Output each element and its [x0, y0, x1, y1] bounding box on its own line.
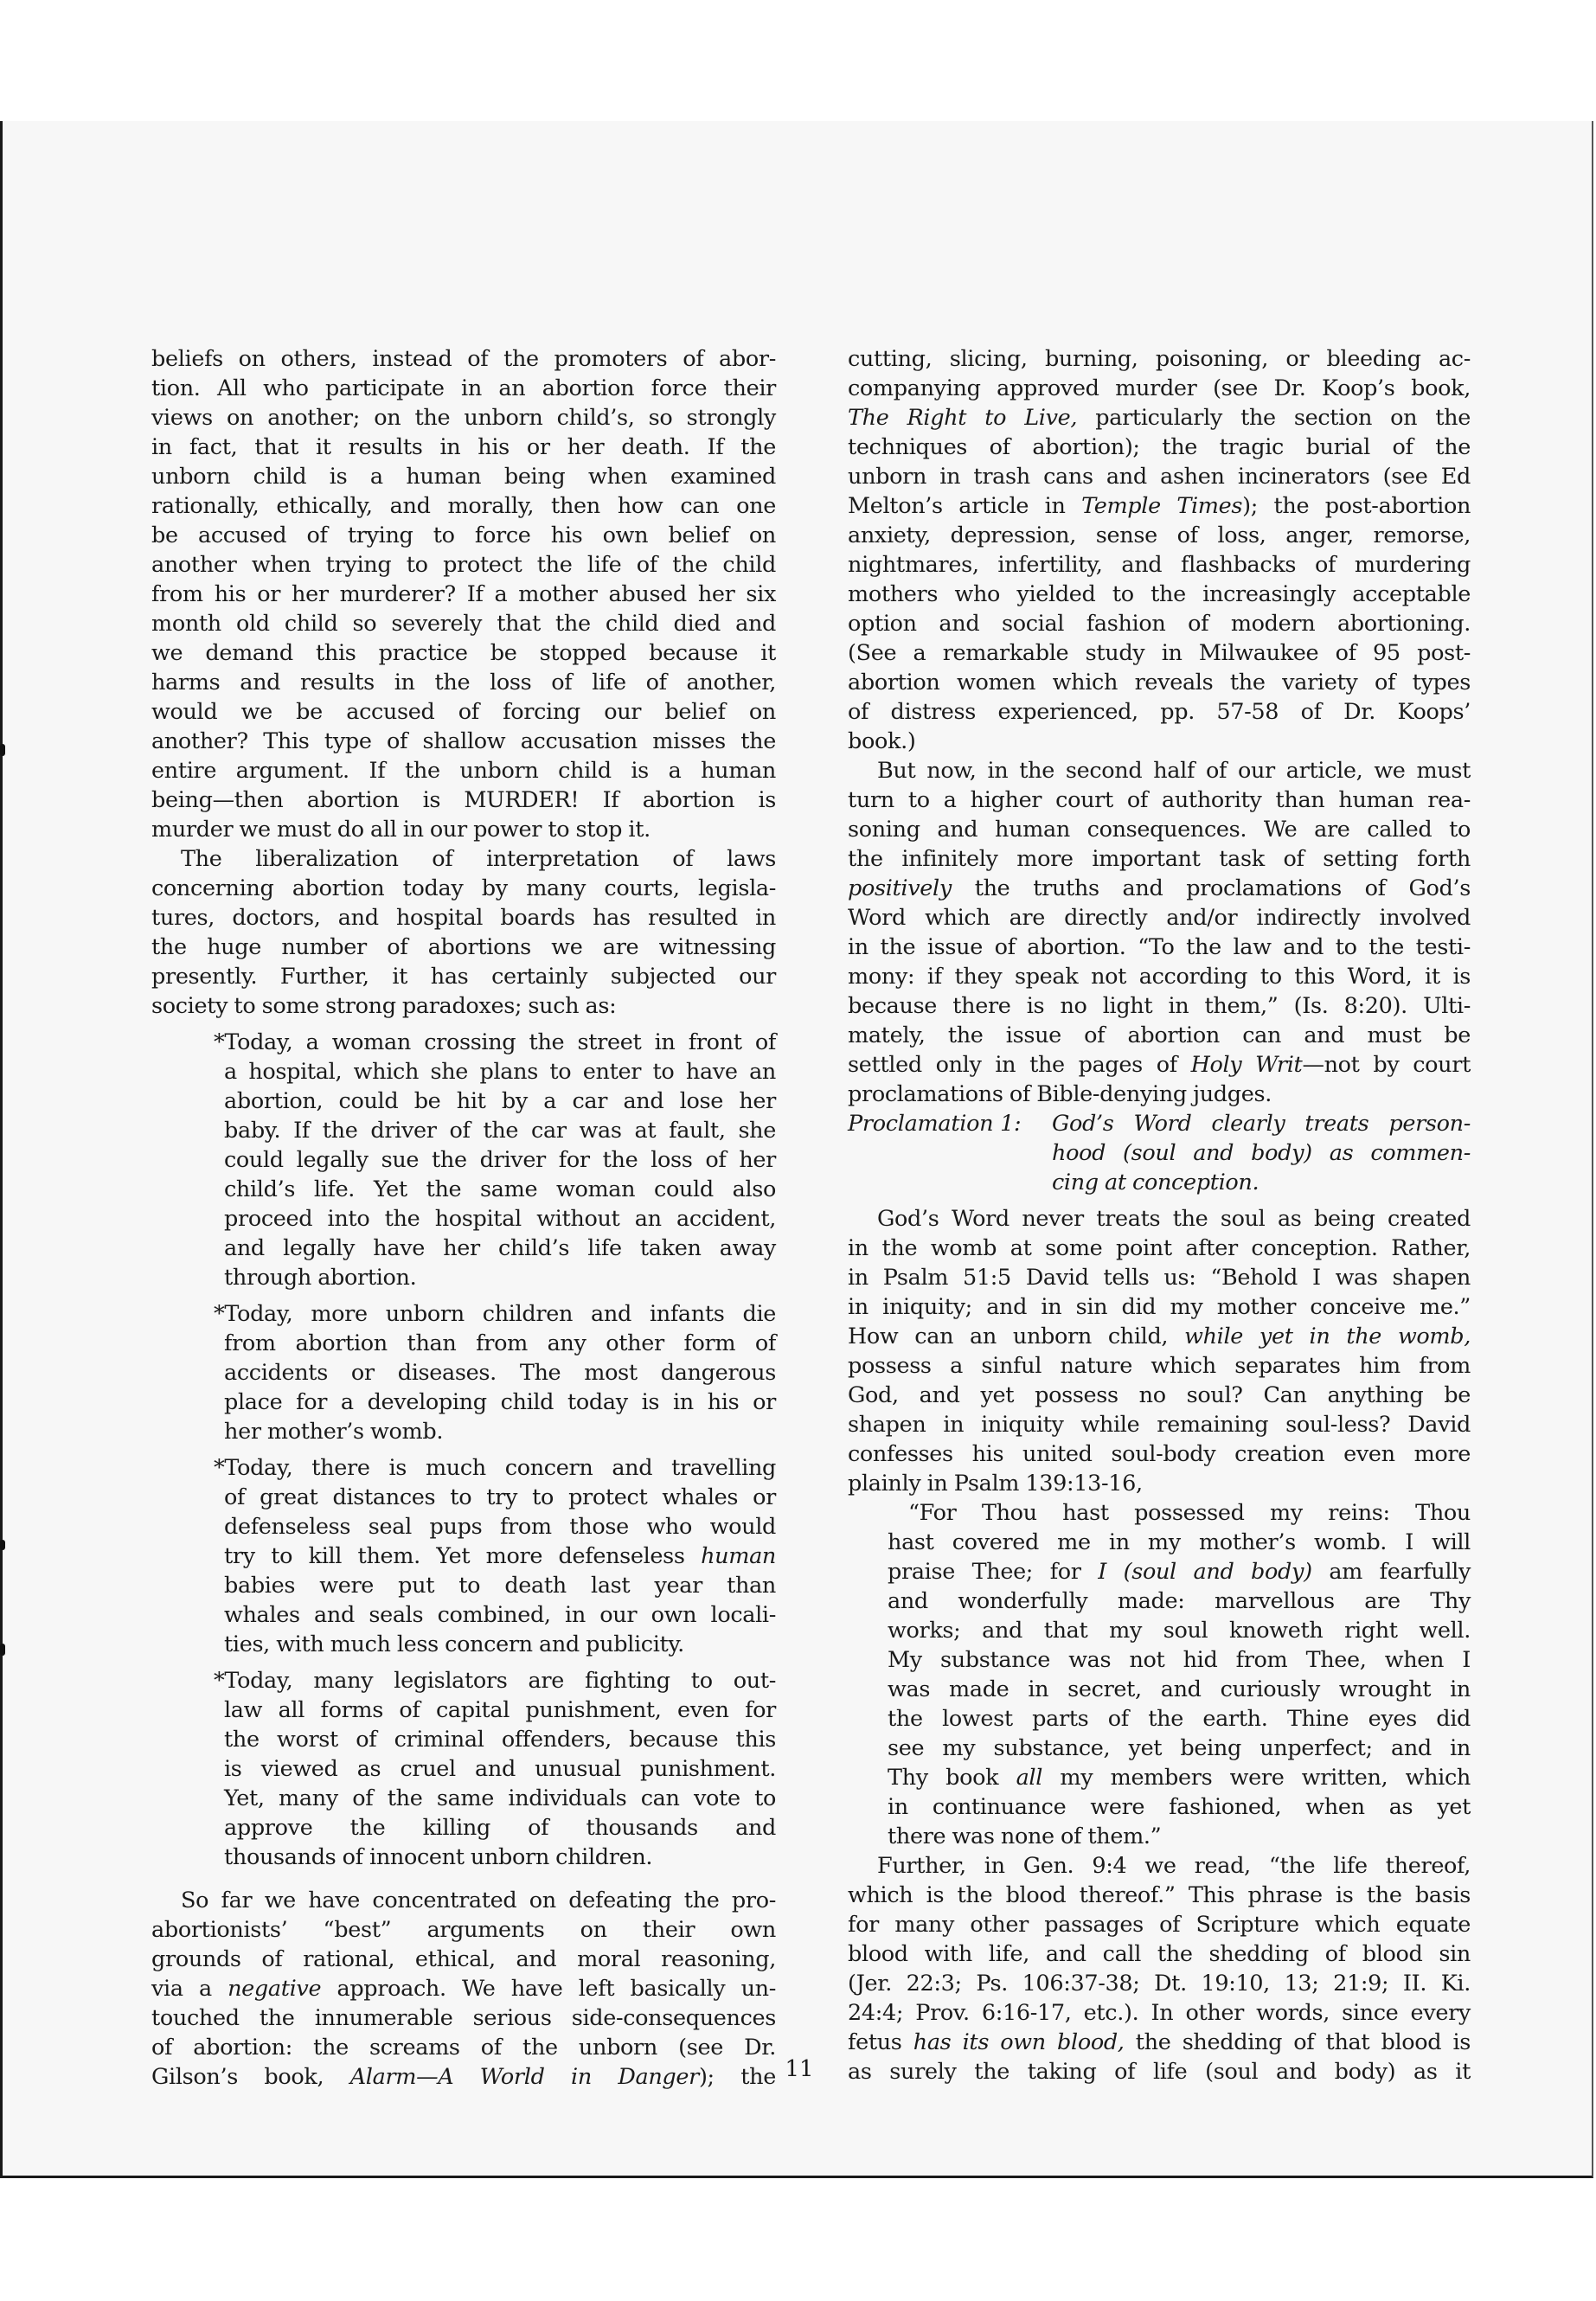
text-line: (See a remarkable study in Milwaukee of 95 post-: [848, 640, 1471, 666]
text-line: praise Thee; for I (soul and body) am fearfully: [888, 1559, 1471, 1585]
text-line: mately, the issue of abortion can and must be: [848, 1022, 1471, 1048]
text-line: we demand this practice be stopped because it: [151, 640, 776, 666]
text-line: the worst of criminal offenders, because this: [224, 1727, 776, 1753]
text-line: babies were put to death last year than: [224, 1573, 776, 1599]
text-line: Thy book all my members were written, which: [888, 1765, 1471, 1791]
paragraph: [848, 756, 1471, 1109]
text-line: presently. Further, it has certainly subjected our: [151, 964, 776, 990]
text-line: My substance was not hid from Thee, when I: [888, 1647, 1471, 1673]
text-line: shapen in iniquity while remaining soul-less? David: [848, 1412, 1471, 1438]
text-line: from abortion than from any other form of: [224, 1330, 776, 1356]
text-line: entire argument. If the unborn child is a human: [151, 758, 776, 784]
text-line: cing at conception.: [1052, 1170, 1259, 1195]
text-line: tures, doctors, and hospital boards has resulted in: [151, 905, 776, 931]
text-line: for many other passages of Scripture which equate: [848, 1912, 1471, 1938]
text-line: The Right to Live, particularly the section on the: [848, 405, 1471, 431]
text-line: option and social fashion of modern abortioning.: [848, 611, 1471, 637]
text-line: *Today, there is much concern and travelling: [214, 1455, 776, 1481]
text-line: blood with life, and call the shedding of blood sin: [848, 1941, 1471, 1967]
text-line: being—then abortion is MURDER! If abortion is: [151, 787, 776, 813]
emphasis: has its own blood,: [913, 2029, 1125, 2055]
text-line: *Today, more unborn children and infants die: [214, 1301, 776, 1327]
text-line: another? This type of shallow accusation misses the: [151, 728, 776, 754]
emphasis: positively: [848, 875, 952, 901]
text-line: child’s life. Yet the same woman could also: [224, 1176, 776, 1202]
text-line: hood (soul and body) as commen-: [1052, 1140, 1471, 1166]
spacer: [151, 1446, 776, 1453]
text-line: Gilson’s book, Alarm—A World in Danger); the: [151, 2064, 776, 2090]
text-line: *Today, a woman crossing the street in front of: [214, 1029, 776, 1055]
text-line: month old child so severely that the child died and: [151, 611, 776, 637]
text-line: Yet, many of the same individuals can vote to: [224, 1785, 776, 1811]
scripture-quote: [848, 1498, 1471, 1851]
proclamation-heading: [848, 1109, 1471, 1197]
text-line: from his or her murderer? If a mother abused her six: [151, 581, 776, 607]
text-line: touched the innumerable serious side-consequences: [151, 2005, 776, 2031]
text-line: society to some strong paradoxes; such as:: [151, 993, 617, 1019]
text-line: the huge number of abortions we are witnessing: [151, 934, 776, 960]
text-line: could legally sue the driver for the loss of her: [224, 1147, 776, 1173]
text-line: book.): [848, 728, 916, 754]
text-line: the lowest parts of the earth. Thine eyes did: [888, 1706, 1471, 1732]
text-line: Melton’s article in Temple Times); the post-abortion: [848, 493, 1471, 519]
emphasis: human: [701, 1543, 776, 1569]
text-line: *Today, many legislators are fighting to out-: [214, 1668, 776, 1694]
book-title: The Right to Live,: [848, 405, 1078, 431]
text-line: ties, with much less concern and publicity.: [224, 1631, 684, 1657]
text-line: nightmares, infertility, and flashbacks of murdering: [848, 552, 1471, 578]
bullet-item: [151, 1666, 776, 1872]
text-line: soning and human consequences. We are called to: [848, 817, 1471, 843]
text-line: confesses his united soul-body creation even more: [848, 1441, 1471, 1467]
text-line: “For Thou hast possessed my reins: Thou: [908, 1500, 1471, 1526]
text-line: place for a developing child today is in his or: [224, 1389, 776, 1415]
text-line: abortion, could be hit by a car and lose her: [224, 1088, 776, 1114]
page-number: 11: [785, 2056, 814, 2082]
paragraph: [848, 1204, 1471, 1498]
spacer: [151, 1021, 776, 1028]
spacer: [151, 1659, 776, 1666]
text-line: mony: if they speak not according to this Word, it is: [848, 964, 1471, 990]
text-line: God’s Word never treats the soul as being created: [877, 1206, 1471, 1232]
text-line: plainly in Psalm 139:13-16,: [848, 1471, 1143, 1497]
text-line: try to kill them. Yet more defenseless human: [224, 1543, 776, 1569]
text-line: and wonderfully made: marvellous are Thy: [888, 1588, 1471, 1614]
text-line: proclamations of Bible-denying judges.: [848, 1081, 1272, 1107]
text-line: be accused of trying to force his own belief on: [151, 522, 776, 548]
emphasis: all: [1016, 1765, 1043, 1791]
text-line: in the issue of abortion. “To the law and to the testi-: [848, 934, 1471, 960]
text-line: in fact, that it results in his or her death. If the: [151, 434, 776, 460]
text-line: abortion women which reveals the variety of types: [848, 670, 1471, 695]
paragraph: [848, 344, 1471, 756]
text-line: in iniquity; and in sin did my mother conceive me.”: [848, 1294, 1471, 1320]
text-line: through abortion.: [224, 1265, 417, 1291]
emphasis: Holy Writ: [1190, 1052, 1303, 1078]
text-line: (Jer. 22:3; Ps. 106:37-38; Dt. 19:10, 13; 21:9; II. Ki.: [848, 1971, 1471, 1997]
scan-edge-mark: [0, 744, 5, 756]
text-line: defenseless seal pups from those who would: [224, 1514, 776, 1540]
text-line: concerning abortion today by many courts, legisla-: [151, 875, 776, 901]
text-line: companying approved murder (see Dr. Koop’s book,: [848, 375, 1471, 401]
paragraph: [848, 1851, 1471, 2086]
text-line: God’s Word clearly treats person-: [1052, 1111, 1471, 1137]
text-line: murder we must do all in our power to stop it.: [151, 817, 651, 843]
text-line: unborn child is a human being when examined: [151, 464, 776, 490]
text-line: Word which are directly and/or indirectly involved: [848, 905, 1471, 931]
text-line: God, and yet possess no soul? Can anything be: [848, 1382, 1471, 1408]
paragraph: [151, 844, 776, 1021]
scanned-page: [0, 121, 1593, 2178]
text-line: unborn in trash cans and ashen incinerators (see Ed: [848, 464, 1471, 490]
text-line: baby. If the driver of the car was at fault, she: [224, 1118, 776, 1144]
text-line: techniques of abortion); the tragic burial of the: [848, 434, 1471, 460]
proclamation-label: Proclamation 1:: [848, 1111, 1022, 1137]
text-line: fetus has its own blood, the shedding of that blood is: [848, 2029, 1471, 2055]
book-title: Alarm—A World in Danger: [349, 2064, 699, 2090]
text-line: Further, in Gen. 9:4 we read, “the life thereof,: [877, 1853, 1471, 1879]
text-line: works; and that my soul knoweth right well.: [888, 1618, 1471, 1644]
text-line: So far we have concentrated on defeating the pro-: [181, 1888, 776, 1913]
text-line: via a negative approach. We have left basically un-: [151, 1976, 776, 2002]
emphasis: while yet in the womb,: [1184, 1324, 1471, 1349]
text-line: possess a sinful nature which separates him from: [848, 1353, 1471, 1379]
text-line: of abortion: the screams of the unborn (see Dr.: [151, 2035, 776, 2061]
text-line: because there is no light in them,” (Is. 8:20). Ulti-: [848, 993, 1471, 1019]
text-line: 24:4; Prov. 6:16-17, etc.). In other words, since every: [848, 2000, 1471, 2026]
text-line: and legally have her child’s life taken away: [224, 1235, 776, 1261]
text-line: in the womb at some point after conception. Rather,: [848, 1235, 1471, 1261]
bullet-item: [151, 1028, 776, 1292]
text-line: accidents or diseases. The most dangerous: [224, 1360, 776, 1386]
left-column: [151, 344, 776, 2092]
text-line: as surely the taking of life (soul and body) as it: [848, 2059, 1471, 2085]
text-line: rationally, ethically, and morally, then how can one: [151, 493, 776, 519]
emphasis: I (soul and body): [1098, 1559, 1312, 1585]
text-line: anxiety, depression, sense of loss, anger, remorse,: [848, 522, 1471, 548]
text-line: is viewed as cruel and unusual punishment.: [224, 1756, 776, 1782]
text-line: cutting, slicing, burning, poisoning, or bleeding ac-: [848, 346, 1471, 372]
text-line: another when trying to protect the life of the child: [151, 552, 776, 578]
bullet-item: [151, 1299, 776, 1446]
text-line: a hospital, which she plans to enter to have an: [224, 1059, 776, 1085]
spacer: [848, 1197, 1471, 1204]
text-line: turn to a higher court of authority than human rea-: [848, 787, 1471, 813]
text-line: of great distances to try to protect whales or: [224, 1484, 776, 1510]
text-line: beliefs on others, instead of the promoters of abor-: [151, 346, 776, 372]
text-line: in Psalm 51:5 David tells us: “Behold I was shapen: [848, 1265, 1471, 1291]
publication-title: Temple Times: [1081, 493, 1243, 519]
spacer: [151, 1292, 776, 1299]
text-line: in continuance were fashioned, when as yet: [888, 1794, 1471, 1820]
emphasis: negative: [228, 1976, 322, 2002]
text-line: positively the truths and proclamations of God’s: [848, 875, 1471, 901]
text-line: mothers who yielded to the increasingly acceptable: [848, 581, 1471, 607]
text-line: would we be accused of forcing our belief on: [151, 699, 776, 725]
text-line: tion. All who participate in an abortion force their: [151, 375, 776, 401]
text-line: was made in secret, and curiously wrought in: [888, 1676, 1471, 1702]
paragraph: [151, 344, 776, 844]
text-line: But now, in the second half of our article, we must: [877, 758, 1471, 784]
text-line: there was none of them.”: [888, 1823, 1162, 1849]
text-line: How can an unborn child, while yet in the womb,: [848, 1324, 1471, 1349]
text-line: see my substance, yet being unperfect; and in: [888, 1735, 1471, 1761]
text-line: grounds of rational, ethical, and moral reasoning,: [151, 1946, 776, 1972]
text-line: which is the blood thereof.” This phrase is the basis: [848, 1882, 1471, 1908]
text-line: approve the killing of thousands and: [224, 1815, 776, 1841]
spacer: [151, 1872, 776, 1886]
scan-edge-mark: [0, 1644, 5, 1656]
text-line: thousands of innocent unborn children.: [224, 1844, 653, 1870]
bullet-item: [151, 1453, 776, 1659]
text-line: the infinitely more important task of setting forth: [848, 846, 1471, 872]
scan-edge-mark: [0, 1540, 5, 1550]
text-line: settled only in the pages of Holy Writ—not by court: [848, 1052, 1471, 1078]
text-line: her mother’s womb.: [224, 1419, 444, 1445]
text-line: views on another; on the unborn child’s, so strongly: [151, 405, 776, 431]
right-column: [848, 344, 1471, 2086]
text-line: The liberalization of interpretation of laws: [181, 846, 776, 872]
text-line: law all forms of capital punishment, even for: [224, 1697, 776, 1723]
text-line: of distress experienced, pp. 57-58 of Dr. Koops’: [848, 699, 1471, 725]
text-line: harms and results in the loss of life of another,: [151, 670, 776, 695]
text-line: proceed into the hospital without an accident,: [224, 1206, 776, 1232]
text-line: abortionists’ “best” arguments on their own: [151, 1917, 776, 1943]
text-line: hast covered me in my mother’s womb. I will: [888, 1529, 1471, 1555]
text-line: whales and seals combined, in our own locali-: [224, 1602, 776, 1628]
